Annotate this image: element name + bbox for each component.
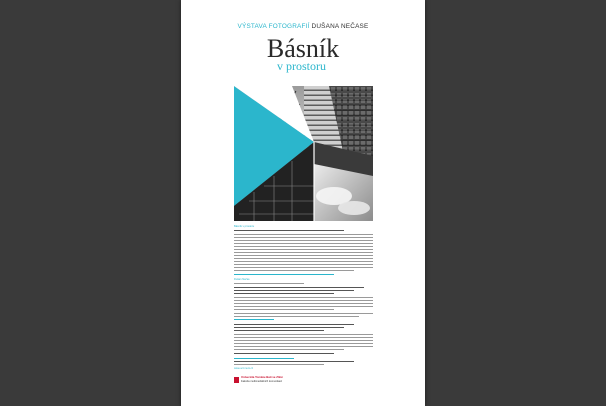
document-page [181,0,425,406]
website-link[interactable]: www.ucl.muni.cz [234,367,254,370]
poster-subtitle: v prostoru [277,59,326,73]
section-heading-1: Básník v prostoru [234,225,255,228]
exhibition-kicker [181,23,425,30]
poster-title: Básník [266,34,340,63]
section-heading-2: Dušan Nečas [234,278,250,281]
kicker-part2: DUŠANA NEČASE [311,23,369,30]
logo-line-1: Univerzita Tomáše Bati ve Zlíně [241,375,283,379]
university-logo [234,376,314,386]
kicker-part1: VÝSTAVA FOTOGRAFIÍ [237,23,310,30]
photo-collage [234,86,373,221]
logo-mark-icon [234,377,239,383]
logo-line-2: Fakulta multimediálních komunikací [241,380,283,383]
text-line [234,230,344,231]
